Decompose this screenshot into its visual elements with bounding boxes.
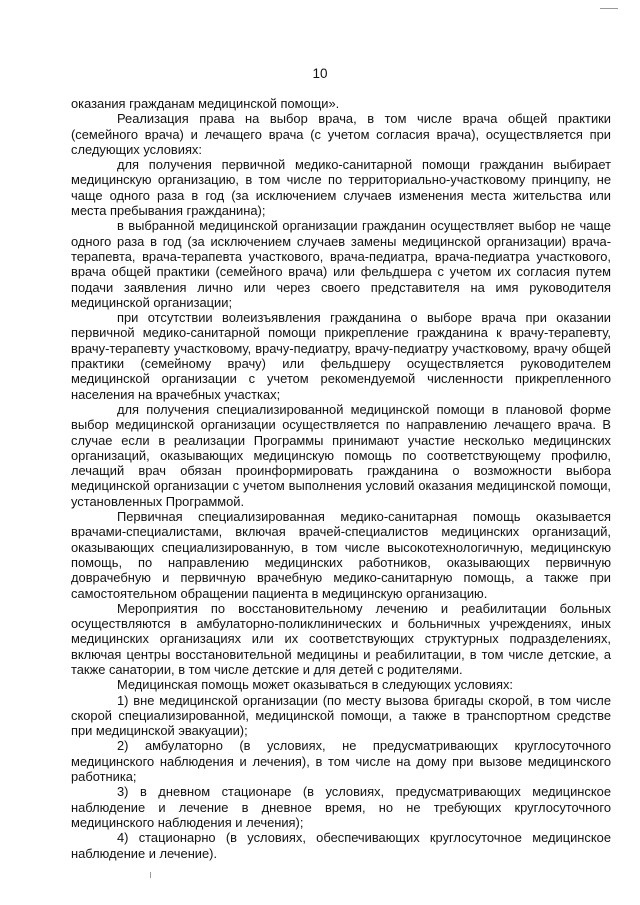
- paragraph: Медицинская помощь может оказываться в следующих условиях:: [117, 677, 514, 693]
- list-item: 1) вне медицинской организации (по месту вызова бригады скорой, в том числе скорой специализированной, медицинской помощи, а также в транспортном средстве при медицинской эвакуации);: [71, 692, 611, 739]
- list-item: 2) амбулаторно (в условиях, не предусматривающих круглосуточного медицинского наблюдения и лечения), в том числе на дому при вызове медицинского работника;: [71, 738, 611, 785]
- list-item: 4) стационарно (в условиях, обеспечивающих круглосуточное медицинское наблюдение и лечение).: [71, 830, 611, 861]
- scan-artifact: [600, 8, 618, 9]
- paragraph: для получения специализированной медицинской помощи в плановой форме выбор медицинской организации осуществляется по направлению лечащего врача. В случае если в реализации Программы принимают участие несколько медицинских организаций, оказывающих медицинскую помощь по соответствующему профилю, лечащий врач обязан проинформировать гражданина о возможности выбора медицинской организации с учетом выполнения условий оказания медицинской помощи, установленных Программой.: [71, 401, 611, 509]
- page-number: 10: [312, 66, 328, 81]
- paragraph: Реализация права на выбор врача, в том числе врача общей практики (семейного врача) и лечащего врача (с учетом согласия врача), осуществляется при следующих условиях:: [71, 111, 611, 157]
- scan-artifact: [150, 872, 151, 878]
- list-item: 3) в дневном стационаре (в условиях, предусматривающих медицинское наблюдение и лечение в дневное время, но не требующих круглосуточного медицинского наблюдения и лечения);: [71, 784, 611, 830]
- document-body: [71, 96, 611, 861]
- paragraph: при отсутствии волеизъявления гражданина о выборе врача при оказании первичной медико-санитарной помощи прикрепление гражданина к врачу-терапевту, врачу-терапевту участковому, врачу-педиатру, врачу-педиатру участковому, врачу общей практики (семейному врачу) или фельдшеру осуществляется руководителем медицинской организации с учетом рекомендуемой численности прикрепленного населения на врачебных участках;: [71, 310, 611, 402]
- paragraph: оказания гражданам медицинской помощи».: [71, 96, 340, 111]
- paragraph: для получения первичной медико-санитарной помощи гражданин выбирает медицинскую организацию, в том числе по территориально-участковому принципу, не чаще одного раза в год (за исключением случаев изменения места жительства или места пребывания гражданина);: [71, 157, 611, 219]
- paragraph: в выбранной медицинской организации гражданин осуществляет выбор не чаще одного раза в год (за исключением случаев замены медицинской организации) врача-терапевта, врача-терапевта участкового, врача-педиатра, врача-педиатра участкового, врача общей практики (семейного врача) или фельдшера с учетом их согласия путем подачи заявления лично или через своего представителя на имя руководителя медицинской организации;: [71, 218, 611, 310]
- paragraph: Первичная специализированная медико-санитарная помощь оказывается врачами-специалистами, включая врачей-специалистов медицинских организаций, оказывающих специализированную, в том числе высокотехнологичную, медицинскую помощь, по направлению медицинских работников, оказывающих первичную доврачебную и первичную врачебную медико-санитарную помощь, а также при самостоятельном обращении пациента в медицинскую организацию.: [71, 509, 611, 601]
- paragraph: Мероприятия по восстановительному лечению и реабилитации больных осуществляются в амбулаторно-поликлинических и больничных учреждениях, иных медицинских организациях или их соответствующих структурных подразделениях, включая центры восстановительной медицины и реабилитации, в том числе детские, а также санатории, в том числе детские и для детей с родителями.: [71, 600, 611, 677]
